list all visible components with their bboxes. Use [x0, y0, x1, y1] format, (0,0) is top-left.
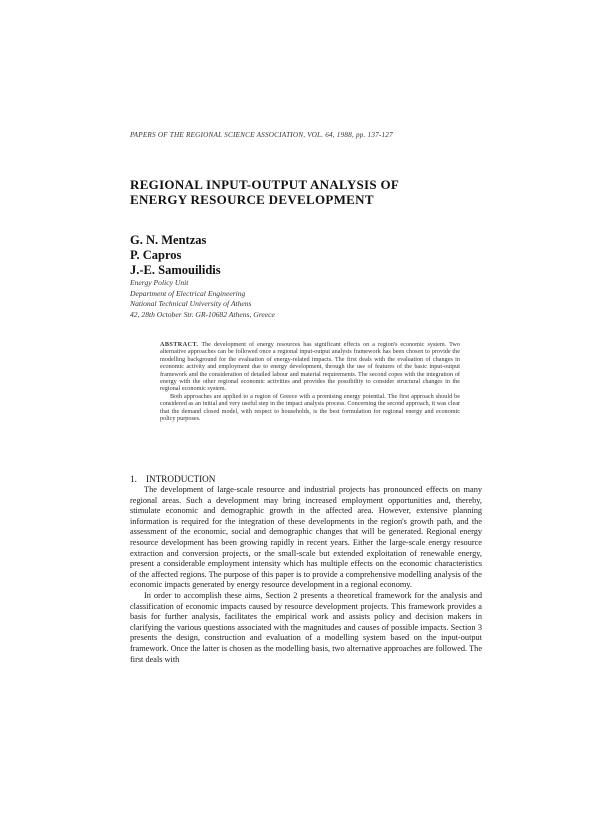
author-name: J.-E. Samouilidis — [130, 263, 221, 277]
section-heading — [130, 474, 215, 485]
author-block — [130, 233, 460, 320]
running-head: PAPERS OF THE REGIONAL SCIENCE ASSOCIATION, VOL. 64, 1988, pp. 137-127 — [130, 131, 393, 139]
abstract-text: The development of energy resources has significant effects on a region's economic system. Two alternative approaches can be followed once a regional input-output analysis framework has been chosen to provide the modelling background for the evaluation of energy-related impacts. The first deals with the evaluation of changes in economic activity and employment due to energy development, through the use of features of the basic input-output framework and the consideration of detailed labour and material requirements. The second copes with the integration of energy with the other regional economic activities and provides the possibility to consider structural changes in the regional economic system. — [160, 341, 460, 393]
body-text — [130, 485, 482, 665]
abstract-paragraph — [160, 341, 460, 393]
affiliation-line: National Technical University of Athens — [130, 299, 252, 308]
section-title: INTRODUCTION — [146, 474, 216, 484]
abstract — [160, 341, 460, 422]
body-paragraph: The development of large-scale resource and industrial projects has pronounced effects on many regional areas. Such a development may bring increased employment opportunities and, thereby, stimulate economic and demographic growth in the affected area. However, extensive planning information is required for the integration of these developments in the region's growth path, and the assessment of the economic, social and demographic changes that will be generated. Regional energy resource development has been growing rapidly in recent years. Either the large-scale energy resource extraction and conversion projects, or the small-scale but extended exploitation of renewable energy, present a considerable employment intensity which has multiple effects on the economic characteristics of the affected regions. The purpose of this paper is to provide a comprehensive modelling analysis of the economic impacts generated by energy resource development in a regional economy. — [130, 485, 482, 590]
section-number: 1. — [130, 474, 137, 484]
author-name: G. N. Mentzas — [130, 233, 207, 247]
affiliation-line: Department of Electrical Engineering — [130, 288, 246, 298]
affiliation-line: Energy Policy Unit — [130, 278, 189, 287]
affiliation-line: 42, 28th October Str. GR-10682 Athens, Greece — [130, 309, 275, 319]
paper-title — [130, 177, 490, 207]
author-name: P. Capros — [130, 248, 182, 262]
title-line-1: REGIONAL INPUT-OUTPUT ANALYSIS OF — [130, 177, 400, 192]
body-paragraph: In order to accomplish these aims, Section 2 presents a theoretical framework for the analysis and classification of economic impacts caused by resource development projects. This framework provides a basis for further analysis, facilitates the empirical work and assists policy and decision makers in clarifying the various questions associated with the magnitudes and causes of possible impacts. Section 3 presents the design, construction and evaluation of a modelling system based on the input-output framework. Once the latter is chosen as the modelling basis, two alternative approaches are followed. The first deals with — [130, 590, 482, 664]
title-line-2: ENERGY RESOURCE DEVELOPMENT — [130, 192, 374, 207]
abstract-paragraph: Both approaches are applied to a region of Greece with a promising energy potential. The first approach should be considered as an initial and very useful step in the impact analysis process. Concerning the second approach, it was clear that the demand closed model, with respect to households, is the best formulation for regional energy and economic policy purposes. — [160, 392, 460, 423]
abstract-label: ABSTRACT. — [160, 341, 199, 348]
